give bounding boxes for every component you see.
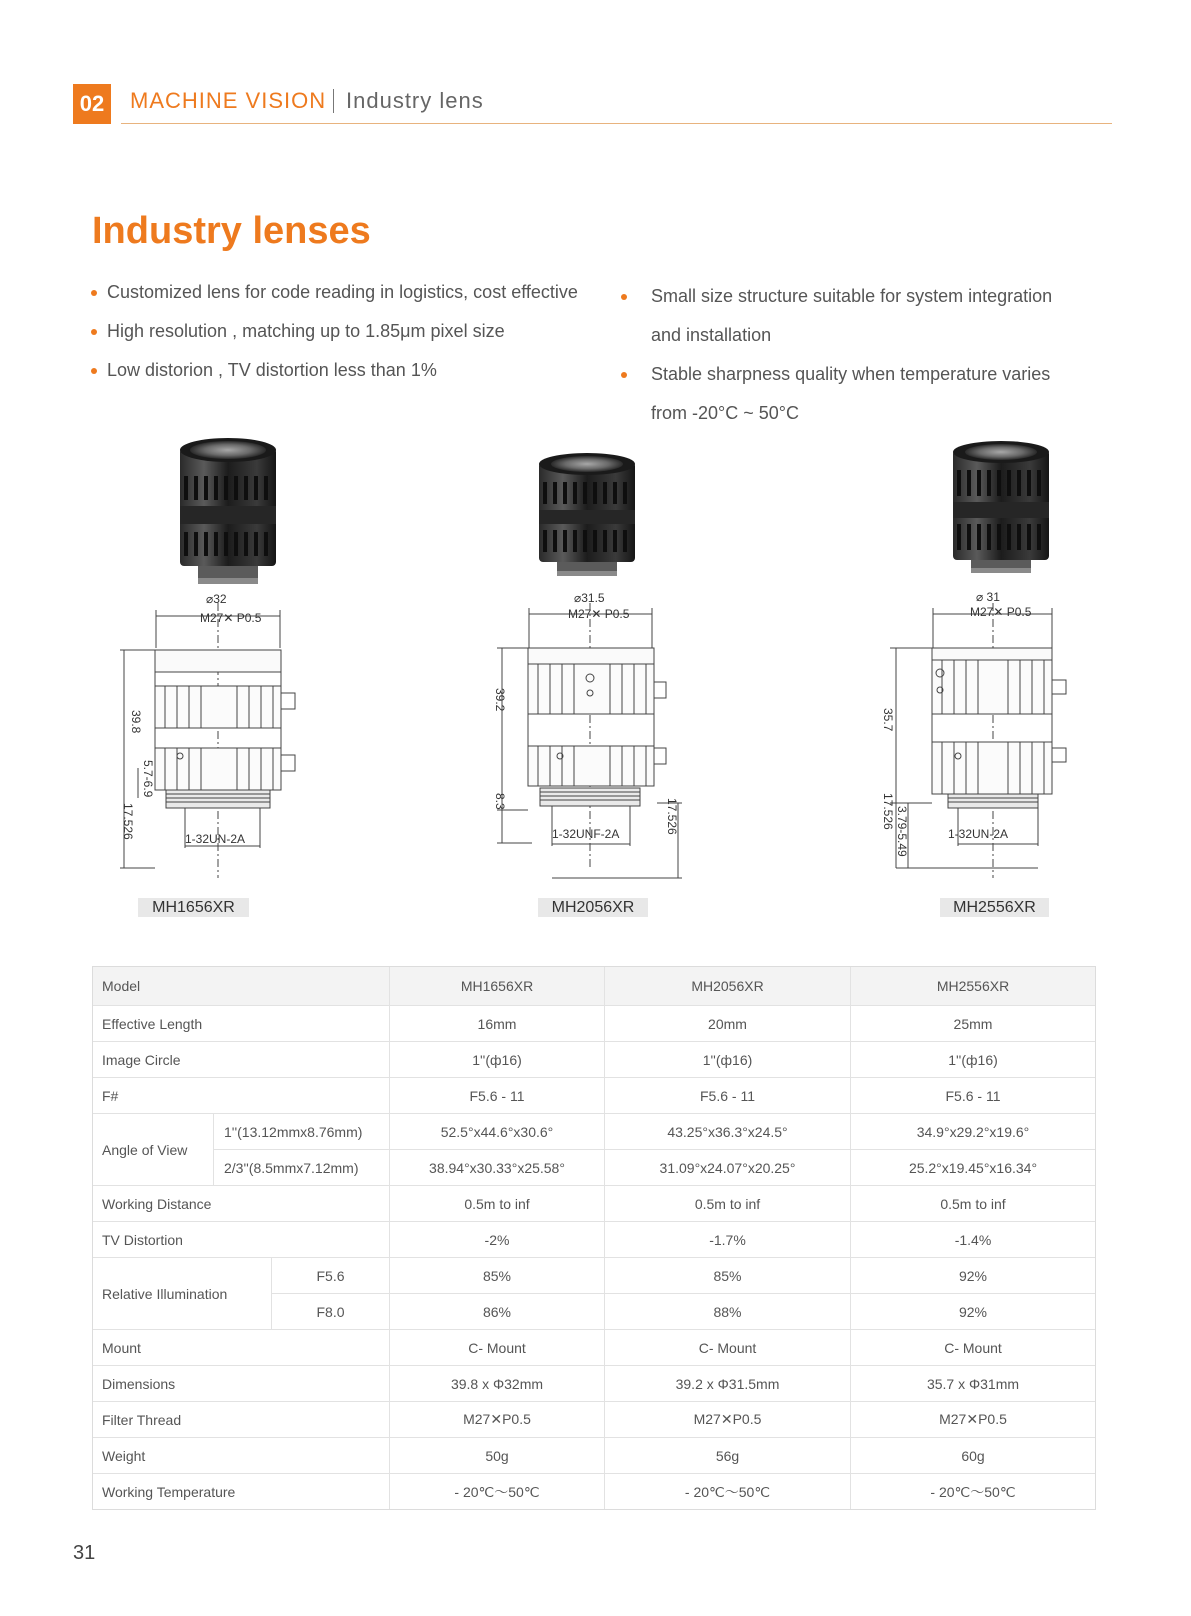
feature-text: Customized lens for code reading in logistics, cost effective (107, 282, 578, 302)
table-cell: 1''(ф16) (851, 1042, 1096, 1078)
bullet-icon (621, 294, 627, 300)
column-header: MH2556XR (851, 966, 1096, 1006)
thread-label: M27✕ P0.5 (568, 607, 630, 621)
dim-a-label: 3.79-5.49 (895, 806, 909, 857)
height-label: 39.2 (493, 688, 507, 712)
table-cell: 38.94°x30.33°x25.58° (390, 1150, 605, 1186)
row-label: TV Distortion (92, 1222, 390, 1258)
row-label: Mount (92, 1330, 390, 1366)
table-cell: C- Mount (390, 1330, 605, 1366)
flange-label: 17.526 (121, 803, 135, 840)
feature-item (621, 277, 1052, 355)
row-label: Working Distance (92, 1186, 390, 1222)
table-cell: 92% (851, 1294, 1096, 1330)
dim-a-label: 8.3 (493, 793, 507, 810)
row-label: Filter Thread (92, 1402, 390, 1438)
table-cell: - 20℃～50℃ (605, 1474, 851, 1510)
table-cell: 43.25°x36.3°x24.5° (605, 1114, 851, 1150)
thread-label: M27✕ P0.5 (200, 611, 262, 625)
bullet-icon (91, 329, 97, 335)
feature-text: Small size structure suitable for system integration (651, 286, 1053, 306)
mount-label: 1-32UNF-2A (552, 827, 620, 841)
feature-item (91, 273, 578, 312)
table-cell: 60g (851, 1438, 1096, 1474)
thread-label: M27✕ P0.5 (970, 605, 1032, 619)
row-label: Effective Length (92, 1006, 390, 1042)
table-cell: 88% (605, 1294, 851, 1330)
sub-row-label: F5.6 (272, 1258, 390, 1294)
sub-row-label: F8.0 (272, 1294, 390, 1330)
mount-label: 1-32UN-2A (948, 827, 1009, 841)
table-cell: 85% (605, 1258, 851, 1294)
model-tag: MH2556XR (940, 898, 1049, 917)
table-cell: C- Mount (851, 1330, 1096, 1366)
feature-text: Low distorion , TV distortion less than 1% (107, 360, 437, 380)
table-cell: 85% (390, 1258, 605, 1294)
table-cell: 52.5°x44.6°x30.6° (390, 1114, 605, 1150)
column-header: MH2056XR (605, 966, 851, 1006)
header-separator (333, 89, 334, 113)
table-cell: 39.8 x Φ32mm (390, 1366, 605, 1402)
table-cell: 39.2 x Φ31.5mm (605, 1366, 851, 1402)
row-label: Image Circle (92, 1042, 390, 1078)
sub-row-label: 1''(13.12mmx8.76mm) (214, 1114, 390, 1150)
table-cell: 16mm (390, 1006, 605, 1042)
technical-drawing-mh2056xr (492, 591, 707, 883)
mount-label: 1-32UN-2A (185, 832, 246, 846)
height-label: 39.8 (129, 710, 143, 734)
page-number: 31 (73, 1542, 96, 1564)
table-cell: F5.6 - 11 (390, 1078, 605, 1114)
table-cell: 0.5m to inf (851, 1186, 1096, 1222)
table-cell: 0.5m to inf (605, 1186, 851, 1222)
model-tag: MH1656XR (138, 898, 249, 917)
feature-text: Stable sharpness quality when temperature varies (651, 364, 1051, 384)
table-cell: 86% (390, 1294, 605, 1330)
dim-a-label: 5.7-6.9 (141, 760, 155, 798)
table-cell: -2% (390, 1222, 605, 1258)
table-cell: - 20℃～50℃ (851, 1474, 1096, 1510)
bullet-icon (91, 290, 97, 296)
sub-row-label: 2/3''(8.5mmx7.12mm) (214, 1150, 390, 1186)
table-cell: - 20℃～50℃ (390, 1474, 605, 1510)
feature-item (621, 355, 1050, 433)
model-tag: MH2056XR (538, 898, 648, 917)
section-subtitle: Industry lens (346, 88, 484, 113)
table-cell: 0.5m to inf (390, 1186, 605, 1222)
row-label: Working Temperature (92, 1474, 390, 1510)
table-cell: 20mm (605, 1006, 851, 1042)
page-title: Industry lenses (92, 210, 371, 252)
diameter-label: ⌀ 31 (976, 590, 1000, 604)
table-cell: 56g (605, 1438, 851, 1474)
spec-table (92, 966, 1096, 1510)
table-cell: 31.09°x24.07°x20.25° (605, 1150, 851, 1186)
height-label: 35.7 (881, 708, 895, 732)
table-cell: 25mm (851, 1006, 1096, 1042)
row-label: Dimensions (92, 1366, 390, 1402)
flange-label: 17.526 (665, 798, 679, 835)
feature-item (91, 351, 437, 390)
section-title: MACHINE VISION (130, 88, 327, 113)
table-cell: -1.7% (605, 1222, 851, 1258)
feature-text: and installation (651, 325, 772, 345)
feature-text: High resolution , matching up to 1.85μm pixel size (107, 321, 505, 341)
table-cell: 1''(ф16) (390, 1042, 605, 1078)
lens-photo-mh2556xr (951, 440, 1051, 575)
row-label: F# (92, 1078, 390, 1114)
feature-text: from -20°C ~ 50°C (651, 403, 799, 423)
table-cell: 92% (851, 1258, 1096, 1294)
header-rule (121, 123, 1112, 124)
table-cell: M27✕P0.5 (390, 1402, 605, 1438)
diameter-label: ⌀31.5 (574, 591, 605, 605)
row-label: Weight (92, 1438, 390, 1474)
table-cell: 50g (390, 1438, 605, 1474)
technical-drawing-mh1656xr (110, 592, 325, 883)
table-cell: 34.9°x29.2°x19.6° (851, 1114, 1096, 1150)
row-label: Model (92, 966, 390, 1006)
column-header: MH1656XR (390, 966, 605, 1006)
diameter-label: ⌀32 (206, 592, 227, 606)
technical-drawing-mh2556xr (881, 590, 1103, 883)
feature-item (91, 312, 505, 351)
lens-photo-mh1656xr (178, 436, 278, 586)
bullet-icon (91, 368, 97, 374)
row-label: Angle of View (92, 1114, 214, 1186)
bullet-icon (621, 372, 627, 378)
table-cell: M27✕P0.5 (851, 1402, 1096, 1438)
table-cell: F5.6 - 11 (605, 1078, 851, 1114)
table-cell: C- Mount (605, 1330, 851, 1366)
row-label: Relative Illumination (92, 1258, 272, 1330)
table-cell: F5.6 - 11 (851, 1078, 1096, 1114)
table-cell: M27✕P0.5 (605, 1402, 851, 1438)
table-cell: 25.2°x19.45°x16.34° (851, 1150, 1096, 1186)
section-number-badge: 02 (73, 84, 111, 124)
lens-photo-mh2056xr (537, 452, 637, 577)
table-cell: -1.4% (851, 1222, 1096, 1258)
flange-label: 17.526 (881, 793, 895, 830)
table-cell: 35.7 x Φ31mm (851, 1366, 1096, 1402)
table-cell: 1''(ф16) (605, 1042, 851, 1078)
